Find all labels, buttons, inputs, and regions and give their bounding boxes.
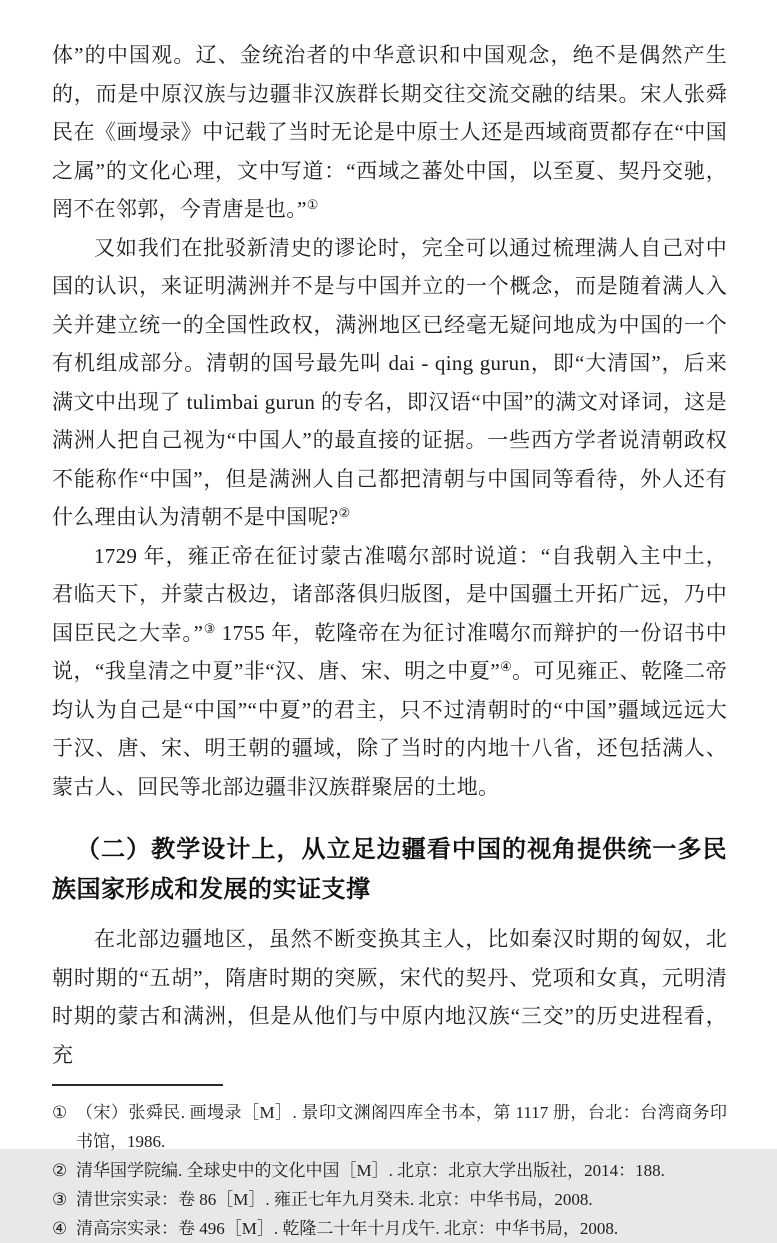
footnote-list bbox=[52, 1098, 727, 1243]
body-paragraph bbox=[52, 229, 727, 537]
text-run: 在北部边疆地区，虽然不断变换其主人，比如秦汉时期的匈奴，北朝时期的“五胡”，隋唐时期的突厥，宋代的契丹、党项和女真，元明清时期的蒙古和满洲，但是从他们与中原内地汉族“三交”的历史进程看，充 bbox=[52, 927, 727, 1067]
text-run: 。可见雍正、乾隆二帝均认为自己是“中国”“中夏”的君主，只不过清朝时的“中国”疆域远远大于汉、唐、宋、明王朝的疆域，除了当时的内地十八省，还包括满人、蒙古人、回民等北部边疆非汉族群聚居的土地。 bbox=[52, 659, 727, 799]
footnote-reference: ④ bbox=[499, 659, 513, 674]
body-paragraph bbox=[52, 537, 727, 807]
footnote-item bbox=[52, 1098, 727, 1156]
text-run: 体”的中国观。辽、金统治者的中华意识和中国观念，绝不是偶然产生的，而是中原汉族与边疆非汉族群长期交往交流交融的结果。宋人张舜民在《画墁录》中记载了当时无论是中原士人还是西域商贾都存在“中国之属”的文化心理，文中写道：“西域之蕃处中国，以至夏、契丹交驰，罔不在邻郭，今青唐是也。” bbox=[52, 43, 727, 221]
footnote-reference: ① bbox=[306, 197, 319, 212]
footnote-marker: ④ bbox=[52, 1219, 68, 1238]
body-paragraph bbox=[52, 920, 727, 1074]
footnote-item bbox=[52, 1214, 727, 1243]
footnote-item bbox=[52, 1156, 727, 1185]
footnote-text: 清高宗实录：卷 496［M］. 乾隆二十年十月戊午. 北京：中华书局，2008. bbox=[76, 1219, 619, 1238]
footnote-item bbox=[52, 1185, 727, 1214]
body-paragraph bbox=[52, 36, 727, 229]
text-run: 1729 年，雍正帝在征讨蒙古准噶尔部时说道：“自我朝入主中土，君临天下，并蒙古极边，诸部落俱归版图，是中国疆土开拓广远，乃中国臣民之大幸。” bbox=[52, 543, 727, 645]
document-body bbox=[52, 36, 727, 1074]
text-run: 又如我们在批驳新清史的谬论时，完全可以通过梳理满人自己对中国的认识，来证明满洲并不是与中国并立的一个概念，而是随着满人入关并建立统一的全国性政权，满洲地区已经毫无疑问地成为中国的一个有机组成部分。清朝的国号最先叫 dai - qing gurun，即“大清国”，后来满文中出现了 tulimbai gurun 的专名，即汉语“中国”的满文对译词，这是满洲人把自己视为“中国人”的最直接的证据。一些西方学者说清朝政权不能称作“中国”，但是满洲人自己都把清朝与中国同等看待，外人还有什么理由认为清朝不是中国呢? bbox=[52, 235, 727, 529]
footnote-text: 清世宗实录：卷 86［M］. 雍正七年九月癸未. 北京：中华书局，2008. bbox=[76, 1190, 593, 1209]
footnote-reference: ② bbox=[338, 505, 351, 520]
footnote-marker: ③ bbox=[52, 1190, 68, 1209]
footnote-separator bbox=[52, 1084, 223, 1086]
section-heading: （二）教学设计上，从立足边疆看中国的视角提供统一多民族国家形成和发展的实证支撑 bbox=[52, 836, 727, 903]
text-run: 1755 年，乾隆帝在为征讨准噶尔而辩护的一份诏书中说，“我皇清之中夏”非“汉、唐、宋、明之中夏” bbox=[52, 620, 727, 683]
footnote-marker: ② bbox=[52, 1161, 68, 1180]
footnote-reference: ③ bbox=[203, 620, 216, 636]
footnote-text: （宋）张舜民. 画墁录［M］. 景印文渊阁四库全书本，第 1117 册，台北：台湾商务印书馆，1986. bbox=[76, 1103, 727, 1151]
footnote-marker: ① bbox=[52, 1103, 68, 1122]
footnote-text: 清华国学院编. 全球史中的文化中国［M］. 北京：北京大学出版社，2014：188. bbox=[76, 1161, 665, 1180]
